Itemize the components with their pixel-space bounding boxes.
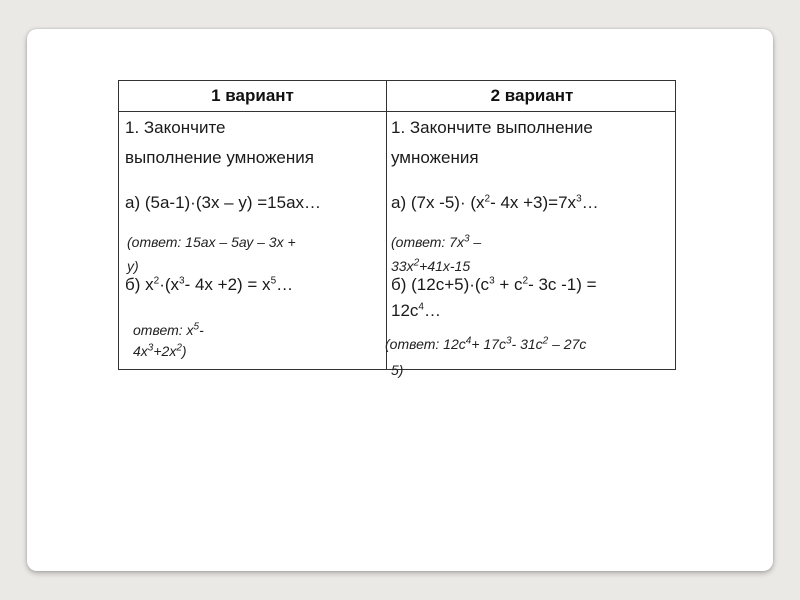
v2-answer-b-line-2: 5) (391, 362, 404, 378)
v1-answer-a-line-2: у) (127, 258, 139, 274)
column-divider (386, 81, 387, 369)
v2-item-b-line-1: б) $(12с+5)\cdot(с^3 + с^2-$ 3с -1) = (391, 275, 597, 294)
v1-task-line-2: выполнение умножения (125, 148, 314, 167)
header-divider (119, 111, 675, 112)
v1-task-line-1: 1. Закончите (125, 118, 226, 137)
header-variant-1: 1 вариант (211, 86, 294, 105)
v1-answer-b-line-2: $4х^3+2х^2$) (133, 342, 187, 359)
v2-answer-a-line-1: (ответ: $7х^3$ – (391, 233, 482, 250)
v2-answer-b-line-1: (ответ: $12с^4+ 17с^3-$ $31с^2 - 27с$ (385, 335, 587, 352)
v1-item-a: а) (5а-1)·(3х – у) =15ах… (125, 193, 322, 212)
v1-answer-b-line-1: ответ: $х^5-$ (133, 321, 204, 338)
v1-item-b: б) $х^2\cdot(х^3-$ $4х +2) = х^5\dots$ (125, 275, 294, 294)
v1-answer-a-line-1: (ответ: 15ах – 5ау – 3х + (127, 234, 296, 250)
v2-task-line-1: 1. Закончите выполнение (391, 118, 593, 137)
v2-item-a: а) (7х $-5)\cdot (х^2-$ $4х +3)=7х^3\dots$ (391, 193, 599, 212)
header-variant-2: 2 вариант (490, 86, 574, 105)
v2-item-b-line-2: $12с^4\dots$ (391, 301, 441, 320)
v2-answer-a-line-2: $33х^2+41х-15$ (391, 257, 471, 274)
v2-task-line-2: умножения (391, 148, 479, 167)
variants-table (118, 80, 676, 378)
